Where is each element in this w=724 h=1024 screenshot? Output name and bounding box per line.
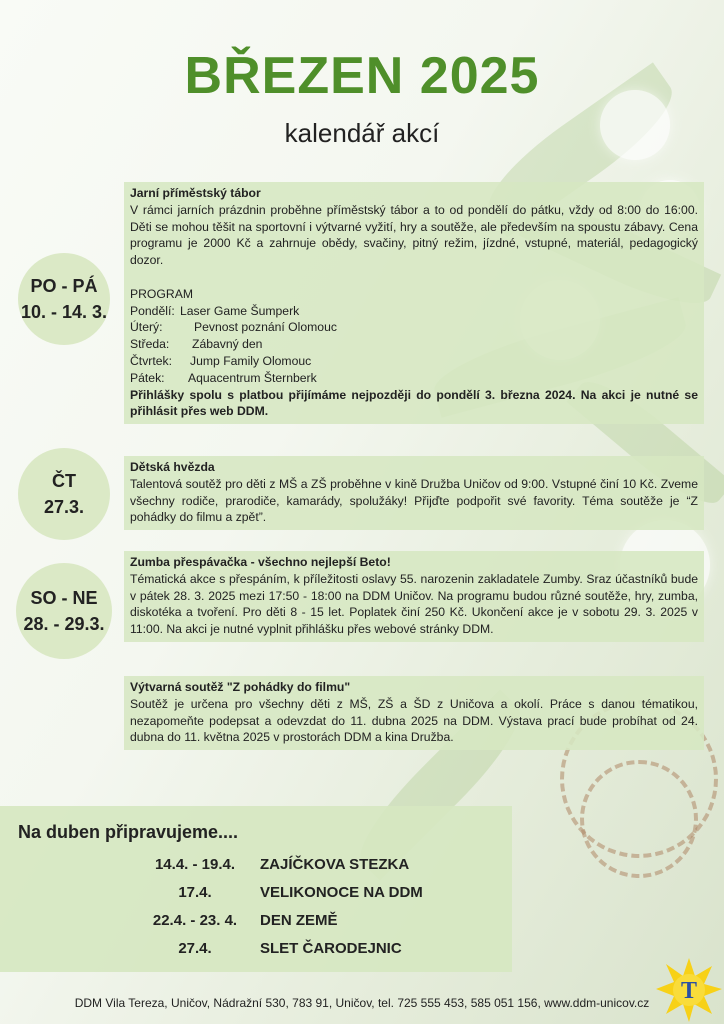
event-date-day: SO - NE [30, 587, 98, 608]
event-panel [124, 456, 704, 530]
event-date-circle [18, 253, 110, 345]
april-item-name: DEN ZEMĚ [260, 912, 338, 929]
april-item-name: VELIKONOCE NA DDM [260, 884, 423, 901]
program-activity: Aquacentrum Šternberk [188, 370, 317, 385]
program-activity: Pevnost poznání Olomouc [194, 320, 337, 335]
event-note: Přihlášky spolu s platbou přijímáme nejpozději do pondělí 3. března 2024. Na akci je nutné se přihlásit přes web DDM. [130, 387, 698, 419]
event-description: Talentová soutěž pro děti z MŠ a ZŠ proběhne v kině Družba Uničov od 9:00. Vstupné činí 10 Kč. Zveme všechny rodiče, prarodiče, kamarády, spolužáky! Přijďte podpořit své favority. Téma soutěže je “Z pohádky do filmu a zpět”. [130, 476, 698, 525]
program-activity: Laser Game Šumperk [180, 303, 300, 318]
ddm-sun-logo-icon [654, 954, 724, 1024]
program-activity: Zábavný den [192, 337, 263, 352]
april-item [140, 912, 338, 929]
program-activity: Jump Family Olomouc [190, 353, 312, 368]
event-date-range: 28. - 29.3. [23, 614, 105, 634]
april-item [140, 884, 423, 901]
page-subtitle: kalendář akcí [284, 118, 440, 148]
april-item-date: 14.4. - 19.4. [154, 856, 236, 873]
logo-letter: T [680, 978, 698, 1004]
program-day: Pátek: [130, 370, 165, 385]
event-date-circle [18, 448, 110, 540]
event-heading: Dětská hvězda [130, 460, 215, 474]
event-date-range: 10. - 14. 3. [20, 302, 108, 322]
april-item-name: ZAJÍČKOVA STEZKA [260, 856, 410, 873]
event-description: Soutěž je určena pro všechny děti z MŠ, ZŠ a ŠD z Uničova a okolí. Práce s danou tématikou, nezapomeňte podepsat a odevzdat do 11. dubna 2025 na DDM. Výstava prací bude probíhat od 24. dubna do 11. května 2025 v prostorách DDM a kina Družba. [130, 696, 698, 745]
program-day: Úterý: [130, 320, 163, 335]
footer-contact: DDM Vila Tereza, Uničov, Nádražní 530, 783 91, Uničov, tel. 725 555 453, 585 051 156, www.ddm-unicov.cz [74, 996, 650, 1010]
program-day: Čtvrtek: [130, 353, 172, 368]
program-row [130, 370, 698, 387]
program-row [130, 336, 698, 353]
program-list [130, 303, 698, 387]
page-title: BŘEZEN 2025 [184, 47, 540, 105]
april-item-date: 22.4. - 23. 4. [152, 912, 238, 929]
april-item-date: 17.4. [178, 884, 212, 901]
april-item [140, 856, 409, 873]
program-row [130, 353, 698, 370]
event-heading: Zumba přespávačka - všechno nejlepší Beto! [130, 555, 391, 569]
event-description: V rámci jarních prázdnin proběhne příměstský tábor a to od pondělí do pátku, vždy od 8:00 do 16:00. Děti se mohou těšit na sportovní i výtvarné vyžití, hry a soutěže, ale především na spoustu zábavy. Cena programu je 2000 Kč a zahrnuje obědy, svačiny, pitný režim, jízdné, vstupné, materiál, pedagogický dozor. [130, 202, 698, 268]
event-heading: Jarní příměstský tábor [130, 186, 261, 200]
program-day: Pondělí: [130, 303, 175, 318]
event-description: Tématická akce s přespáním, k příležitosti oslavy 55. narozenin zakladatele Zumby. Sraz účastníků bude v pátek 28. 3. 2025 mezi 17:50 - 18:00 na DDM Uničov. Na programu budou různé soutěže, hry, zumba, diskotéka a tvoření. Pro děti 8 - 15 let. Poplatek činí 250 Kč. Ukončení akce je v sobotu 29. 3. 2025 v 11:00. Na akci je nutné vyplnit přihlášku přes webové stránky DDM. [130, 571, 698, 637]
april-item-name: SLET ČARODEJNIC [260, 940, 402, 957]
april-item [140, 940, 402, 957]
event-date-day: PO - PÁ [30, 275, 98, 296]
april-title: Na duben připravujeme.... [18, 822, 239, 842]
april-item-date: 27.4. [178, 940, 212, 957]
event-date-range: 27.3. [43, 497, 85, 517]
event-panel [124, 676, 704, 750]
event-date-day: ČT [52, 470, 76, 491]
program-label: PROGRAM [130, 286, 193, 301]
program-row [130, 303, 698, 320]
event-panel [124, 551, 704, 642]
program-day: Středa: [130, 337, 170, 352]
event-heading: Výtvarná soutěž "Z pohádky do filmu" [130, 680, 351, 694]
program-row [130, 319, 698, 336]
event-panel [124, 182, 704, 424]
april-preview-box [0, 806, 512, 972]
event-date-circle [16, 563, 112, 659]
